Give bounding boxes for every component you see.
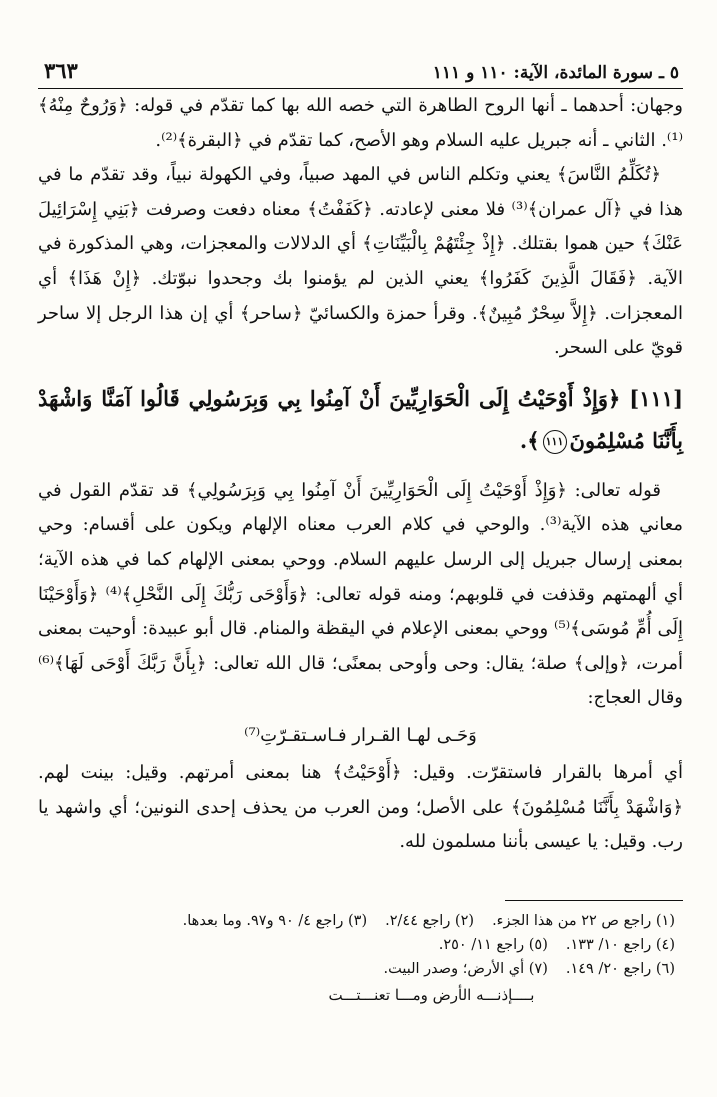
footnote: (٢) راجع ٢/٤٤. [385, 912, 475, 929]
paragraph: أي أمرها بالقرار فاستقرّت. وقيل: ﴿أَوْحَيْتُ﴾ هنا بمعنى أمرتهم. وقيل: بينت لهم. ﴿وَاشْهَدْ بِأَنَّنَا مُسْلِمُونَ﴾ على الأصل؛ ومن العرب من يحذف إحدى النونين؛ أي واشهد يا رب. وقيل: يا عيسى بأننا مسلمون لله. [38, 761, 683, 853]
footnote: (٧) أي الأرض؛ وصدر البيت. [383, 960, 548, 977]
surah-title: ٥ ـ سورة المائدة، الآية: ١١٠ و ١١١ [432, 63, 679, 83]
running-header [38, 58, 683, 89]
footnote: (٣) راجع ٤/ ٩٠ و٩٧. وما بعدها. [182, 912, 368, 929]
paragraph: ﴿تُكَلِّمُ النَّاسَ﴾ يعني وتكلم الناس في المهد صبياً، وفي الكهولة نبياً، وقد تقدّم ما في هذا في ﴿آل عمران﴾⁽³⁾ فلا معنى لإعادته. ﴿كَفَفْتُ﴾ معناه دفعت وصرفت ﴿بَنِي إِسْرَائِيلَ عَنْكَ﴾ حين هموا بقتلك. ﴿إِذْ جِئْتَهُمْ بِالْبَيِّنَاتِ﴾ أي الدلالات والمعجزات، وهي المذكورة في الآية. ﴿فَقَالَ الَّذِينَ كَفَرُوا﴾ يعني الذين لم يؤمنوا بك وجحدوا نبوّتك. ﴿إِنْ هَذَا﴾ أي المعجزات. ﴿إِلاَّ سِحْرٌ مُبِينٌ﴾. وقرأ حمزة والكسائيّ ﴿ساحر﴾ أي إن هذا الرجل إلا ساحر قويّ على السحر. [38, 164, 684, 359]
poem-hemistich: بــــإذنـــه الأرض ومـــا تعنـــتـــت [328, 985, 535, 1004]
page-number: ٣٦٣ [44, 58, 78, 83]
verse-close: ﴾. [519, 427, 540, 453]
paragraph: وجهان: أحدهما ـ أنها الروح الطاهرة التي خصه الله بها كما تقدّم في قوله: ﴿وَرُوحٌ مِنْهُ﴾⁽¹⁾. الثاني ـ أنه جبريل عليه السلام وهو الأصح، كما تقدّم في ﴿البقرة﴾⁽²⁾. [38, 95, 683, 151]
footnotes [38, 909, 683, 1007]
quran-verse [38, 378, 683, 462]
footnote: (١) راجع ص ٢٢ من هذا الجزء. [492, 912, 675, 929]
paragraph: قوله تعالى: ﴿وَإِذْ أَوْحَيْتُ إِلَى الْحَوَارِيِّينَ أَنْ آمِنُوا بِي وَبِرَسُولِي﴾ قد تقدّم القول في معاني هذه الآية⁽³⁾. والوحي في كلام العرب معناه الإلهام ويكون على أقسام: وحي بمعنى إرسال جبريل إلى الرسل عليهم السلام. ووحي بمعنى الإلهام كما في هذه الآية؛ أي ألهمتهم وقذفت في قلوبهم؛ ومنه قوله تعالى: ﴿وَأَوْحَى رَبُّكَ إِلَى النَّحْلِ﴾⁽⁴⁾ ﴿وَأَوْحَيْنَا إِلَى أُمِّ مُوسَى﴾⁽⁵⁾ ووحي بمعنى الإعلام في اليقظة والمنام. قال أبو عبيدة: أوحيت بمعنى أمرت، ﴿وإلى﴾ صلة؛ يقال: وحى وأوحى بمعنًى؛ قال الله تعالى: ﴿بِأَنَّ رَبَّكَ أَوْحَى لَهَا﴾⁽⁶⁾ وقال العجاج: [38, 479, 684, 709]
footnote-row [38, 909, 675, 933]
footnote-row [38, 933, 675, 957]
footnote-divider [505, 900, 683, 901]
closing-text [38, 756, 683, 860]
footnote: (٦) راجع ٢٠/ ١٤٩. [565, 960, 675, 977]
footnote: (٥) راجع ١١/ ٢٥٠. [438, 936, 548, 953]
commentary-text [38, 474, 683, 716]
ayah-marker-icon: ١١١ [543, 430, 567, 454]
verse-number: [١١١] [629, 385, 683, 411]
main-text [38, 89, 683, 366]
verse-text: ﴿وَإِذْ أَوْحَيْتُ إِلَى الْحَوَارِيِّينَ أَنْ آمِنُوا بِي وَبِرَسُولِي قَالُوا آمَنَّا وَاشْهَدْ بِأَنَّنَا مُسْلِمُونَ [38, 385, 683, 453]
footnote-row [38, 957, 675, 981]
footnote: (٤) راجع ١٠/ ١٣٣. [565, 936, 675, 953]
poem-line: وَحَـى لهـا القـرار فـاسـتقـرّتِ⁽⁷⁾ [244, 724, 477, 746]
